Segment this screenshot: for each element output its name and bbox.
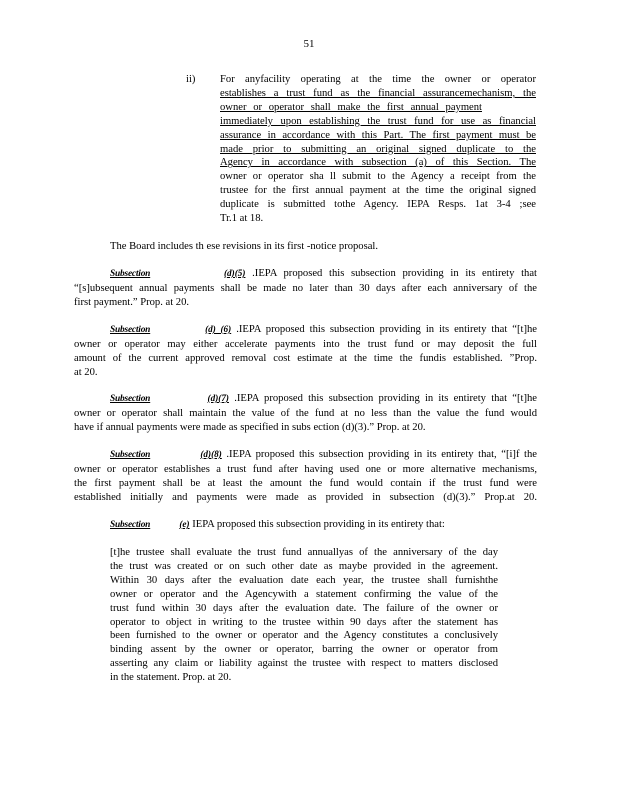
subsection-d8-paragraph [74, 448, 537, 505]
subsection-ref: (e) [179, 519, 190, 529]
text-line: owner or operator may either accelerate payments into the trust fund or may deposit the full [74, 338, 537, 350]
text-line: at 20. [74, 366, 98, 378]
text-line: [t]he trustee shall evaluate the trust fund annuallyas of the anniversary of the day [110, 547, 498, 558]
board-sentence: The Board includes th ese revisions in its first -notice proposal. [110, 241, 379, 252]
text-line: owner or operator sha ll submit to the Agency a receipt from the [220, 171, 536, 183]
subsection-label: Subsection [110, 269, 151, 279]
text-line: assurance in accordance with this Part. The first payment must be [220, 129, 536, 141]
text-line: first payment.” Prop. at 20. [74, 296, 190, 308]
text-line: owner or operator establishes a trust fund after having used one or more alternative mechanisms, [74, 463, 537, 475]
subsection-label: Subsection [110, 520, 151, 530]
text-line: owner or operator shall maintain the value of the fund at no less than the value the fund would [74, 407, 537, 419]
subsection-d7-paragraph [74, 392, 537, 435]
text-line: the trust was created or on such other date as maybe provided in the agreement. [110, 560, 498, 572]
subsection-label: Subsection [110, 325, 151, 335]
text-line: been furnished to the owner or operator and the Agency constitutes a conclusively [110, 630, 498, 642]
text-line: owner or operator shall make the first annual payment [220, 101, 482, 113]
text-line: amount of the current approved removal cost estimate at the time the fundis established. ”Prop. [74, 352, 537, 364]
text-line: “[s]ubsequent annual payments shall be made no later than 30 days after each anniversary of the [74, 282, 537, 294]
text-line: establishes a trust fund as the financial assurancemechanism, the [220, 87, 536, 99]
text-line: have if annual payments were made as specified in subs ection (d)(3).” Prop. at 20. [74, 421, 426, 433]
text-line: asserting any claim or liability against the trustee with respect to matters disclosed [110, 658, 498, 670]
subsection-ref: (d) (6) [205, 324, 232, 334]
text-line: .IEPA proposed this subsection providing in its entirety that “[t]he [234, 393, 537, 404]
text-line: .IEPA proposed this subsection providing in its entirety that [252, 268, 538, 279]
text-line: duplicate is submitted tothe Agency. IEPA Resps. 1at 3-4 ;see [220, 199, 536, 211]
list-item-number: ii) [186, 74, 196, 85]
subsection-ref: (d)(5) [224, 268, 246, 278]
text-line: established initially and payments were made as provided in subsection (d)(3).” Prop.at 20. [74, 491, 537, 503]
subsection-label: Subsection [110, 450, 151, 460]
subsection-label: Subsection [110, 394, 151, 404]
text-line: made prior to submitting an original signed duplicate to the [220, 143, 536, 155]
text-line: .IEPA proposed this subsection providing in its entirety that, “[i]f the [226, 449, 537, 460]
subsection-ref: (d)(8) [200, 449, 222, 459]
text-line: Agency in accordance with subsection (a) of this Section. The [220, 157, 536, 169]
page-number: 51 [303, 38, 315, 50]
board-paragraph [74, 240, 537, 254]
text-line: .IEPA proposed this subsection providing in its entirety that “[t]he [236, 324, 537, 335]
text-line: operator to object in writing to the trustee within 90 days after the statement has [110, 616, 498, 628]
subsection-ref: (d)(7) [207, 393, 229, 403]
text-line: IEPA proposed this subsection providing in its entirety that: [192, 519, 445, 530]
subsection-d6-paragraph [74, 323, 537, 380]
text-line: For anyfacility operating at the time the owner or operator [220, 74, 536, 85]
text-line: binding assent by the owner or operator, barring the owner or operator from [110, 644, 498, 656]
text-line: in the statement. Prop. at 20. [110, 672, 232, 684]
subsection-d5-paragraph [74, 267, 537, 310]
text-line: trust fund within 30 days after the evaluation date. The failure of the owner or [110, 602, 498, 614]
text-line: Tr.1 at 18. [220, 213, 264, 225]
text-line: owner or operator and the Agencywith a statement confirming the value of the [110, 588, 498, 600]
text-line: immediately upon establishing the trust fund for use as financial [220, 115, 536, 127]
text-line: Within 30 days after the evaluation date each year, the trustee shall furnishthe [110, 574, 498, 586]
text-line: the first payment shall be at least the amount the fund would contain if the trust fund were [74, 477, 537, 489]
block-quote [110, 546, 498, 685]
list-item-body [220, 73, 536, 226]
subsection-e-paragraph [74, 518, 537, 533]
text-line: trustee for the first annual payment at the time the original signed [220, 185, 536, 197]
